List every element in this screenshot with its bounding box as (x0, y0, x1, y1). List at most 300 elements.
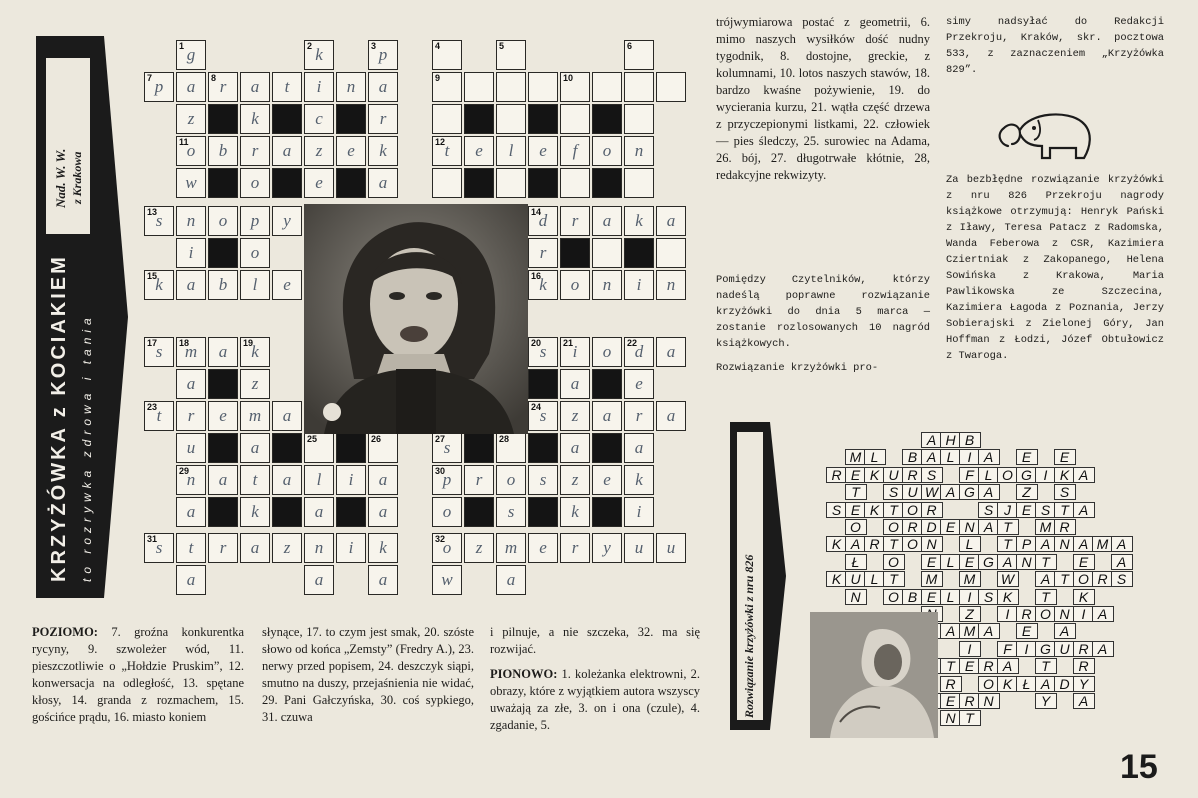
crossword-cell[interactable] (272, 533, 302, 563)
handwritten-letter: b (218, 141, 228, 160)
solution-cell (978, 449, 1000, 465)
crossword-cell[interactable] (368, 465, 398, 495)
crossword-cell[interactable] (464, 136, 494, 166)
crossword-cell[interactable] (240, 369, 270, 399)
crossword-cell[interactable] (304, 40, 334, 70)
solution-cell (1054, 519, 1076, 535)
crossword-cell[interactable] (560, 104, 590, 134)
handwritten-letter: e (635, 374, 643, 393)
solution-letter: E (1021, 623, 1033, 640)
crossword-cell[interactable] (432, 40, 462, 70)
crossword-cell[interactable] (560, 465, 590, 495)
crossword-cell[interactable] (592, 72, 622, 102)
crossword-cell[interactable] (272, 401, 302, 431)
solution-cell (845, 589, 867, 605)
clue-number: 7 (147, 73, 153, 83)
crossword-cell[interactable] (560, 497, 590, 527)
crossword-cell[interactable] (560, 206, 590, 236)
crossword-cell[interactable] (240, 433, 270, 463)
handwritten-letter: k (379, 141, 387, 160)
crossword-black-cell (528, 497, 558, 527)
crossword-cell[interactable] (336, 533, 366, 563)
crossword-cell[interactable] (432, 465, 462, 495)
crossword-cell[interactable] (368, 168, 398, 198)
crossword-black-cell (528, 104, 558, 134)
solution-letter: L (984, 466, 994, 483)
prize-text: Pomiędzy Czytelników, którzy nadeślą poprawne rozwiązanie krzyżówki do dnia 5 marca — zostanie rozlosowanych 10 nagród książkowych. (716, 274, 930, 350)
crossword-title-banner (36, 36, 104, 598)
crossword-cell[interactable] (176, 497, 206, 527)
handwritten-letter: u (666, 538, 676, 557)
crossword-cell[interactable] (368, 72, 398, 102)
crossword-cell[interactable] (240, 206, 270, 236)
crossword-cell[interactable] (528, 270, 558, 300)
crossword-cell[interactable] (496, 104, 526, 134)
clues-column-4 (716, 14, 930, 184)
solution-cell (864, 449, 886, 465)
crossword-cell[interactable] (240, 72, 270, 102)
crossword-cell[interactable] (624, 206, 654, 236)
across-clues-part2: słynące, 17. to czym jest smak, 20. szóste słowo od końca „Zemsty” (Fredry A.), 23. nerwy przed popisem, 24. deszczyk siąpi, smutno na duszy, przejaśnienia nie widać, 29. Pani Gałczyńska, 30. coś sypkiego, 31. czuwa (262, 625, 474, 724)
solution-letter: D (926, 519, 938, 535)
crossword-cell[interactable] (528, 533, 558, 563)
crossword-black-cell (560, 238, 590, 268)
solution-letter: T (889, 501, 899, 518)
solution-letter: E (964, 553, 976, 570)
clue-number: 12 (435, 137, 446, 147)
crossword-cell[interactable] (592, 270, 622, 300)
crossword-cell[interactable] (496, 533, 526, 563)
handwritten-letter: e (539, 141, 547, 160)
crossword-black-cell (336, 104, 366, 134)
clue-number: 15 (147, 271, 158, 281)
solution-letter: T (889, 571, 899, 588)
crossword-cell[interactable] (560, 337, 590, 367)
crossword-black-cell (208, 497, 238, 527)
solution-letter: R (869, 536, 881, 553)
solution-letter: R (983, 658, 995, 675)
crossword-cell[interactable] (176, 337, 206, 367)
handwritten-letter: n (602, 275, 612, 294)
solution-letter: Z (965, 606, 975, 622)
solution-letter: B (907, 588, 919, 605)
crossword-cell[interactable] (272, 270, 302, 300)
solution-letter: N (1059, 536, 1071, 553)
crossword-cell[interactable] (176, 565, 206, 595)
crossword-cell[interactable] (304, 104, 334, 134)
solution-letter: E (964, 658, 976, 675)
crossword-cell[interactable] (304, 565, 334, 595)
handwritten-letter: m (504, 538, 518, 557)
crossword-cell[interactable] (496, 465, 526, 495)
solution-letter: R (964, 693, 976, 709)
crossword-cell[interactable] (624, 337, 654, 367)
crossword-cell[interactable] (432, 136, 462, 166)
solution-cell (997, 519, 1019, 535)
solution-letter: O (1040, 606, 1052, 622)
solution-letter: O (888, 588, 900, 605)
solution-letter: S (926, 466, 938, 483)
crossword-cell[interactable] (208, 72, 238, 102)
solution-letter: L (965, 536, 975, 553)
crossword-cell[interactable] (176, 465, 206, 495)
crossword-cell[interactable] (240, 168, 270, 198)
crossword-cell[interactable] (176, 533, 206, 563)
handwritten-letter: e (347, 141, 355, 160)
crossword-cell[interactable] (496, 136, 526, 166)
crossword-cell[interactable] (560, 433, 590, 463)
crossword-cell[interactable] (208, 533, 238, 563)
solution-letter: H (945, 432, 957, 448)
handwritten-letter: i (188, 243, 194, 262)
solution-cell (921, 467, 943, 483)
crossword-cell[interactable] (304, 465, 334, 495)
crossword-cell[interactable] (208, 337, 238, 367)
handwritten-letter: z (251, 374, 259, 393)
handwritten-letter: a (666, 342, 676, 361)
solution-letter: F (1003, 640, 1013, 657)
crossword-cell[interactable] (240, 104, 270, 134)
solution-letter: K (831, 571, 843, 588)
crossword-cell[interactable] (240, 533, 270, 563)
crossword-cell[interactable] (208, 401, 238, 431)
solution-cell (1016, 449, 1038, 465)
handwritten-letter: l (508, 141, 514, 160)
crossword-cell[interactable] (208, 270, 238, 300)
crossword-cell[interactable] (240, 238, 270, 268)
solution-letter: L (946, 588, 956, 605)
crossword-black-cell (592, 433, 622, 463)
crossword-cell[interactable] (368, 565, 398, 595)
crossword-cell[interactable] (176, 104, 206, 134)
solution-letter: T (1003, 536, 1013, 553)
crossword-cell[interactable] (176, 136, 206, 166)
solution-cell (1016, 623, 1038, 639)
solution-letter: T (889, 536, 899, 553)
solution-letter: E (1021, 449, 1033, 466)
solution-letter: A (1002, 553, 1014, 570)
crossword-cell[interactable] (464, 465, 494, 495)
solution-letter: S (983, 588, 995, 605)
handwritten-letter: z (571, 406, 579, 425)
crossword-cell[interactable] (624, 40, 654, 70)
crossword-cell[interactable] (240, 401, 270, 431)
solution-cell (1016, 484, 1038, 500)
crossword-cell[interactable] (368, 40, 398, 70)
handwritten-letter: u (634, 538, 644, 557)
solution-letter: N (1059, 606, 1071, 622)
crossword-cell[interactable] (432, 533, 462, 563)
crossword-cell[interactable] (176, 433, 206, 463)
solution-letter: L (946, 553, 956, 570)
crossword-cell[interactable] (592, 465, 622, 495)
crossword-cell[interactable] (464, 533, 494, 563)
solution-cell (1035, 589, 1057, 605)
solution-letter: A (1078, 693, 1090, 709)
crossword-cell[interactable] (368, 104, 398, 134)
crossword-subtitle: to rozrywka zdrowa i tania (80, 313, 94, 582)
solution-letter: S (888, 484, 900, 501)
crossword-black-cell (464, 168, 494, 198)
handwritten-letter: z (283, 538, 291, 557)
crossword-cell[interactable] (368, 533, 398, 563)
crossword-cell[interactable] (240, 337, 270, 367)
crossword-cell[interactable] (496, 72, 526, 102)
crossword-cell[interactable] (624, 433, 654, 463)
crossword-cell[interactable] (464, 72, 494, 102)
clue-number: 23 (147, 402, 158, 412)
solution-letter: A (1078, 501, 1090, 518)
crossword-cell[interactable] (656, 72, 686, 102)
crossword-cell[interactable] (304, 433, 334, 463)
crossword-cell[interactable] (656, 238, 686, 268)
handwritten-letter: a (186, 374, 196, 393)
crossword-cell[interactable] (560, 401, 590, 431)
crossword-cell[interactable] (272, 136, 302, 166)
handwritten-letter: r (187, 406, 195, 425)
crossword-cell[interactable] (176, 40, 206, 70)
crossword-cell[interactable] (176, 72, 206, 102)
clue-number: 6 (627, 41, 633, 51)
crossword-cell[interactable] (208, 465, 238, 495)
across-heading: POZIOMO: (32, 625, 98, 639)
crossword-black-cell (624, 238, 654, 268)
solution-letter: K (1078, 588, 1090, 605)
crossword-cell[interactable] (496, 497, 526, 527)
solution-letter: A (983, 623, 995, 640)
crossword-cell[interactable] (336, 72, 366, 102)
solution-letter: U (907, 484, 919, 501)
handwritten-letter: d (634, 342, 644, 361)
handwritten-letter: a (666, 406, 676, 425)
crossword-cell[interactable] (656, 533, 686, 563)
solution-cell (1073, 467, 1095, 483)
crossword-black-cell (208, 238, 238, 268)
crossword-cell[interactable] (304, 72, 334, 102)
crossword-cell[interactable] (624, 401, 654, 431)
crossword-cell[interactable] (528, 72, 558, 102)
solution-letter: A (1002, 658, 1014, 675)
crossword-cell[interactable] (240, 270, 270, 300)
crossword-cell[interactable] (336, 465, 366, 495)
crossword-cell[interactable] (368, 136, 398, 166)
clue-number: 31 (147, 534, 158, 544)
solution-letter: Z (1022, 484, 1032, 501)
crossword-cell[interactable] (272, 72, 302, 102)
solution-cell (845, 554, 867, 570)
solution-letter: U (888, 466, 900, 483)
crossword-cell[interactable] (144, 401, 174, 431)
crossword-cell[interactable] (528, 206, 558, 236)
solution-letter: A (1116, 553, 1128, 570)
crossword-cell[interactable] (144, 533, 174, 563)
solution-letter: E (850, 501, 862, 518)
crossword-cell[interactable] (624, 465, 654, 495)
solution-letter: Ł (1022, 675, 1032, 692)
clues-column-1 (32, 624, 244, 726)
crossword-black-cell (464, 104, 494, 134)
crossword-cell[interactable] (144, 72, 174, 102)
crossword-cell[interactable] (592, 206, 622, 236)
crossword-cell[interactable] (528, 465, 558, 495)
handwritten-letter: w (441, 570, 453, 589)
solution-letter: T (965, 710, 975, 727)
handwritten-letter: a (186, 570, 196, 589)
crossword-cell[interactable] (528, 337, 558, 367)
solution-letter: A (926, 449, 938, 466)
clue-number: 17 (147, 338, 158, 348)
send-notice (946, 14, 1164, 78)
solution-cell (978, 623, 1000, 639)
crossword-cell[interactable] (432, 72, 462, 102)
handwritten-letter: n (314, 538, 324, 557)
solution-letter: M (925, 571, 939, 588)
crossword-cell[interactable] (592, 533, 622, 563)
handwritten-letter: a (570, 374, 580, 393)
crossword-cell[interactable] (272, 465, 302, 495)
solution-banner (730, 422, 770, 730)
down-heading: PIONOWO: (490, 667, 558, 681)
crossword-cell[interactable] (144, 337, 174, 367)
crossword-cell[interactable] (176, 168, 206, 198)
crossword-cell[interactable] (528, 238, 558, 268)
crossword-cell[interactable] (592, 337, 622, 367)
clue-number: 19 (243, 338, 254, 348)
handwritten-letter: e (315, 173, 323, 192)
solution-letter: G (1021, 466, 1033, 483)
handwritten-letter: o (602, 141, 612, 160)
handwritten-letter: e (475, 141, 483, 160)
crossword-cell[interactable] (432, 565, 462, 595)
crossword-cell[interactable] (432, 168, 462, 198)
crossword-cell[interactable] (624, 104, 654, 134)
crossword-cell[interactable] (624, 369, 654, 399)
crossword-cell[interactable] (240, 136, 270, 166)
crossword-cell[interactable] (432, 433, 462, 463)
handwritten-letter: z (315, 141, 323, 160)
crossword-cell[interactable] (496, 565, 526, 595)
crossword-cell[interactable] (208, 206, 238, 236)
crossword-title: KRZYŻÓWKA z KOCIAKIEM (48, 254, 70, 582)
crossword-cell[interactable] (368, 433, 398, 463)
clue-number: 24 (531, 402, 542, 412)
elephant-icon (990, 100, 1100, 164)
crossword-cell[interactable] (656, 270, 686, 300)
handwritten-letter: r (219, 538, 227, 557)
crossword-cell[interactable] (560, 533, 590, 563)
solution-letter: T (851, 484, 861, 501)
crossword-cell[interactable] (656, 206, 686, 236)
solution-letter: E (850, 466, 862, 483)
crossword-cell[interactable] (304, 497, 334, 527)
crossword-cell[interactable] (560, 72, 590, 102)
clue-number: 21 (563, 338, 574, 348)
solution-photo (810, 612, 938, 738)
handwritten-letter: r (571, 538, 579, 557)
handwritten-letter: a (602, 211, 612, 230)
crossword-cell[interactable] (432, 497, 462, 527)
crossword-cell[interactable] (528, 136, 558, 166)
solution-letter: O (907, 536, 919, 553)
crossword-cell[interactable] (240, 497, 270, 527)
crossword-cell[interactable] (496, 433, 526, 463)
crossword-cell[interactable] (624, 136, 654, 166)
crossword-cell[interactable] (592, 136, 622, 166)
crossword-cell[interactable] (304, 533, 334, 563)
solution-letter: A (1116, 536, 1128, 553)
crossword-cell[interactable] (144, 270, 174, 300)
crossword-cell[interactable] (528, 401, 558, 431)
crossword-cell[interactable] (560, 168, 590, 198)
crossword-cell[interactable] (560, 369, 590, 399)
crossword-cell[interactable] (144, 206, 174, 236)
clue-number: 1 (179, 41, 185, 51)
crossword-cell[interactable] (592, 238, 622, 268)
crossword-cell[interactable] (592, 401, 622, 431)
handwritten-letter: s (443, 438, 451, 457)
crossword-cell[interactable] (656, 401, 686, 431)
crossword-cell[interactable] (304, 168, 334, 198)
crossword-cell[interactable] (624, 72, 654, 102)
crossword-cell[interactable] (432, 104, 462, 134)
crossword-cell[interactable] (496, 168, 526, 198)
handwritten-letter: n (666, 275, 676, 294)
crossword-cell[interactable] (336, 136, 366, 166)
crossword-cell[interactable] (624, 533, 654, 563)
handwritten-letter: i (348, 538, 354, 557)
crossword-cell[interactable] (176, 401, 206, 431)
crossword-cell[interactable] (176, 369, 206, 399)
solution-letter: S (831, 501, 843, 518)
handwritten-letter: a (378, 173, 388, 192)
crossword-cell[interactable] (656, 337, 686, 367)
crossword-cell[interactable] (560, 136, 590, 166)
crossword-cell[interactable] (368, 497, 398, 527)
crossword-cell[interactable] (624, 168, 654, 198)
solution-letter: R (907, 466, 919, 483)
handwritten-letter: s (539, 342, 547, 361)
clue-number: 11 (179, 137, 189, 147)
solution-letter: L (870, 571, 880, 588)
solution-letter: S (983, 501, 995, 518)
solution-cell (845, 484, 867, 500)
handwritten-letter: o (250, 173, 260, 192)
crossword-cell[interactable] (560, 270, 590, 300)
handwritten-letter: i (316, 77, 322, 96)
crossword-cell[interactable] (304, 136, 334, 166)
crossword-cell[interactable] (208, 136, 238, 166)
solution-cell (883, 554, 905, 570)
handwritten-letter: o (506, 470, 516, 489)
solution-letter: L (946, 449, 956, 466)
crossword-cell[interactable] (176, 238, 206, 268)
handwritten-letter: p (154, 77, 164, 96)
crossword-cell[interactable] (624, 270, 654, 300)
crossword-black-cell (528, 433, 558, 463)
winners-notice (946, 172, 1164, 364)
crossword-cell[interactable] (496, 40, 526, 70)
solution-letter: A (1040, 571, 1052, 588)
crossword-cell[interactable] (624, 497, 654, 527)
solution-cell (997, 589, 1019, 605)
solution-cell (1073, 693, 1095, 709)
crossword-cell[interactable] (176, 270, 206, 300)
handwritten-letter: c (315, 109, 323, 128)
crossword-cell[interactable] (272, 206, 302, 236)
crossword-cell[interactable] (176, 206, 206, 236)
solution-letter: I (967, 588, 973, 605)
crossword-cell[interactable] (240, 465, 270, 495)
